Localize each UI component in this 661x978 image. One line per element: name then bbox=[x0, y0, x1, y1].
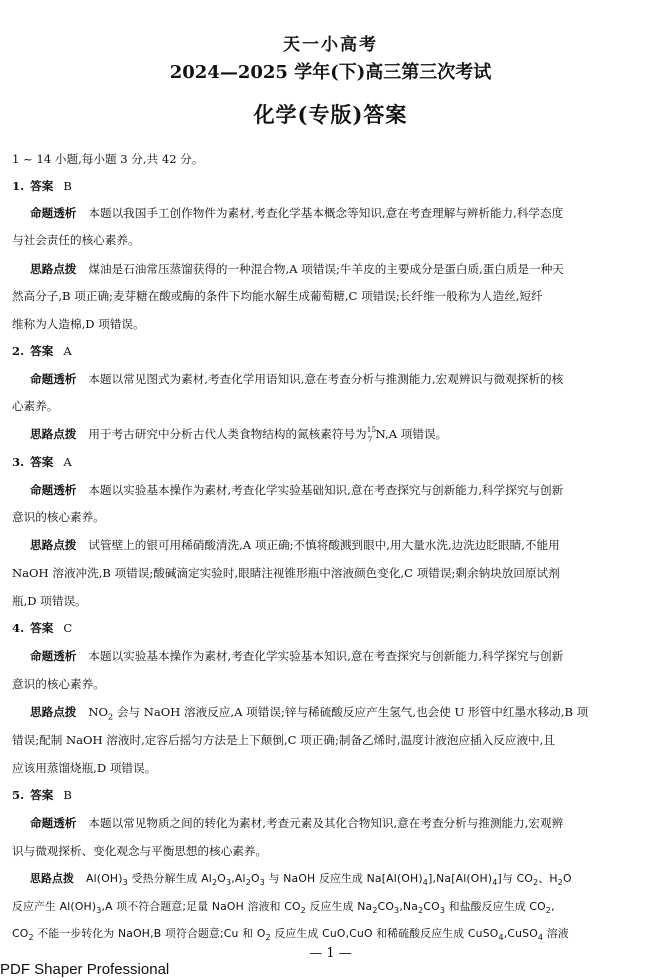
answer-label: 答案 bbox=[30, 344, 54, 358]
hint-label: 思路点拨 bbox=[30, 427, 77, 441]
atomic-number: 7 bbox=[367, 435, 373, 444]
analysis-text: 本题以实验基本操作为素材,考查化学实验基本知识,意在考查探究与创新能力,科学探究与创新 bbox=[88, 649, 564, 663]
hint-text: N,A 项错误。 bbox=[375, 427, 448, 441]
page-number: — 1 — bbox=[309, 946, 352, 961]
formula-text: NO bbox=[88, 705, 109, 719]
q3-analysis-line bbox=[30, 482, 563, 498]
hint-text: 会与 NaOH 溶液反应,A 项错误;锌与稀硫酸反应产生氢气,也会使 U 形管中红墨水移动,B 项 bbox=[116, 705, 589, 719]
hint-text: 用于考古研究中分析古代人类食物结构的氮核素符号为 bbox=[88, 427, 367, 441]
q4-analysis-line: 意识的核心素养。 bbox=[12, 677, 105, 691]
q2-hint-line bbox=[30, 426, 447, 442]
q5-analysis-line bbox=[30, 815, 563, 831]
hint-text: 试管壁上的银可用稀硝酸清洗,A 项正确;不慎将酸溅到眼中,用大量水洗,边洗边眨眼睛,不能用 bbox=[88, 538, 560, 552]
q2-analysis-line: 心素养。 bbox=[12, 399, 59, 413]
answer-value: B bbox=[63, 179, 72, 193]
analysis-text: 本题以常见物质之间的转化为素材,考查元素及其化合物知识,意在考查分析与推测能力,宏观辨 bbox=[88, 816, 564, 830]
formula-line: $Al(OH)_3$ 受热分解生成 $Al_2O_3,Al_2O_3$ 与 NaOH 反应生成 $Na[Al(OH)_4],Na[Al(OH)_4]$与 $CO_2$、$H_2O$ bbox=[86, 872, 572, 888]
q3-analysis-line: 意识的核心素养。 bbox=[12, 510, 105, 524]
answer-value: B bbox=[63, 788, 72, 802]
answer-label: 答案 bbox=[30, 788, 54, 802]
answer-label: 答案 bbox=[30, 179, 54, 193]
hint-label: 思路点拨 bbox=[30, 262, 77, 276]
question-number: 3. bbox=[12, 455, 25, 469]
hint-label: 思路点拨 bbox=[30, 538, 77, 552]
answer-value: A bbox=[63, 344, 72, 358]
mass-number: 15 bbox=[366, 425, 377, 434]
q1-analysis-line bbox=[30, 205, 563, 221]
analysis-label: 命题透析 bbox=[30, 483, 77, 497]
q2-analysis-line bbox=[30, 371, 563, 387]
analysis-text: 本题以实验基本操作为素材,考查化学实验基础知识,意在考查探究与创新能力,科学探究与创新 bbox=[88, 483, 564, 497]
q4-analysis-line bbox=[30, 648, 563, 664]
question-number: 4. bbox=[12, 621, 25, 635]
question-number: 1. bbox=[12, 179, 25, 193]
analysis-label: 命题透析 bbox=[30, 206, 77, 220]
q3-hint-line bbox=[30, 537, 560, 553]
q5-answer-row bbox=[12, 787, 72, 803]
formula-subscript: 2 bbox=[108, 712, 114, 722]
isotope-notation bbox=[366, 425, 377, 444]
q4-answer-row bbox=[12, 620, 72, 636]
q1-analysis-line: 与社会责任的核心素养。 bbox=[12, 233, 140, 247]
q1-hint-line: 然高分子,B 项正确;麦芽糖在酸或酶的条件下均能水解生成葡萄糖,C 项错误;长纤维一般称为人造丝,短纤 bbox=[12, 289, 543, 303]
answer-value: C bbox=[63, 621, 73, 635]
q4-hint-line bbox=[30, 704, 588, 720]
question-number: 5. bbox=[12, 788, 25, 802]
school-title: 天一小高考 bbox=[283, 35, 378, 55]
q3-answer-row bbox=[12, 454, 72, 470]
hint-label: 思路点拨 bbox=[30, 705, 77, 719]
analysis-text: 本题以常见图式为素材,考查化学用语知识,意在考查分析与推测能力,宏观辨识与微观探析的核 bbox=[88, 372, 564, 386]
q5-analysis-line: 识与微观探析、变化观念与平衡思想的核心素养。 bbox=[12, 844, 268, 858]
answer-label: 答案 bbox=[30, 455, 54, 469]
analysis-label: 命题透析 bbox=[30, 649, 77, 663]
q4-hint-line: 错误;配制 NaOH 溶液时,定容后摇匀方法是上下颠倒,C 项正确;制备乙烯时,温度计液泡应插入反应液中,且 bbox=[12, 733, 555, 747]
hint-label: 思路点拨 bbox=[30, 872, 74, 885]
q1-answer-row bbox=[12, 178, 72, 194]
exam-title: 2024—2025 学年(下)高三第三次考试 bbox=[169, 62, 492, 83]
q3-hint-line: 瓶,D 项错误。 bbox=[12, 594, 87, 608]
q2-answer-row bbox=[12, 343, 72, 359]
q1-hint-line: 维称为人造棉,D 项错误。 bbox=[12, 317, 145, 331]
intro-line: 1 ~ 14 小题,每小题 3 分,共 42 分。 bbox=[12, 152, 204, 166]
analysis-text: 本题以我国手工创作物件为素材,考查化学基本概念等知识,意在考查理解与辨析能力,科学态度 bbox=[88, 206, 564, 220]
analysis-label: 命题透析 bbox=[30, 816, 77, 830]
q3-hint-line: NaOH 溶液冲洗,B 项错误;酸碱滴定实验时,眼睛注视锥形瓶中溶液颜色变化,C 项错误;剩余钠块放回原试剂 bbox=[12, 566, 560, 580]
answer-label: 答案 bbox=[30, 621, 54, 635]
q4-hint-line: 应该用蒸馏烧瓶,D 项错误。 bbox=[12, 761, 157, 775]
answer-value: A bbox=[63, 455, 72, 469]
q5-hint-line: $CO_2$ 不能一步转化为 NaOH,B 项符合题意;Cu 和 $O_2$ 反应生成 CuO,CuO 和稀硫酸反应生成 CuSO$_4$,CuSO$_4$ 溶液 bbox=[12, 927, 569, 943]
hint-text: 煤油是石油常压蒸馏获得的一种混合物,A 项错误;牛羊皮的主要成分是蛋白质,蛋白质是一种天 bbox=[88, 262, 564, 276]
q5-hint-line: 反应产生 $Al(OH)_3,A$ 项不符合题意;足量 NaOH 溶液和 $CO_2$ 反应生成 $Na_2CO_3,Na_2CO_3$ 和盐酸反应生成 $CO_2$, bbox=[12, 900, 555, 916]
subject-title: 化学(专版)答案 bbox=[253, 102, 408, 127]
analysis-label: 命题透析 bbox=[30, 372, 77, 386]
q5-hint-line bbox=[30, 871, 572, 887]
watermark: PDF Shaper Professional bbox=[0, 961, 170, 978]
q1-hint-line bbox=[30, 261, 564, 277]
question-number: 2. bbox=[12, 344, 25, 358]
